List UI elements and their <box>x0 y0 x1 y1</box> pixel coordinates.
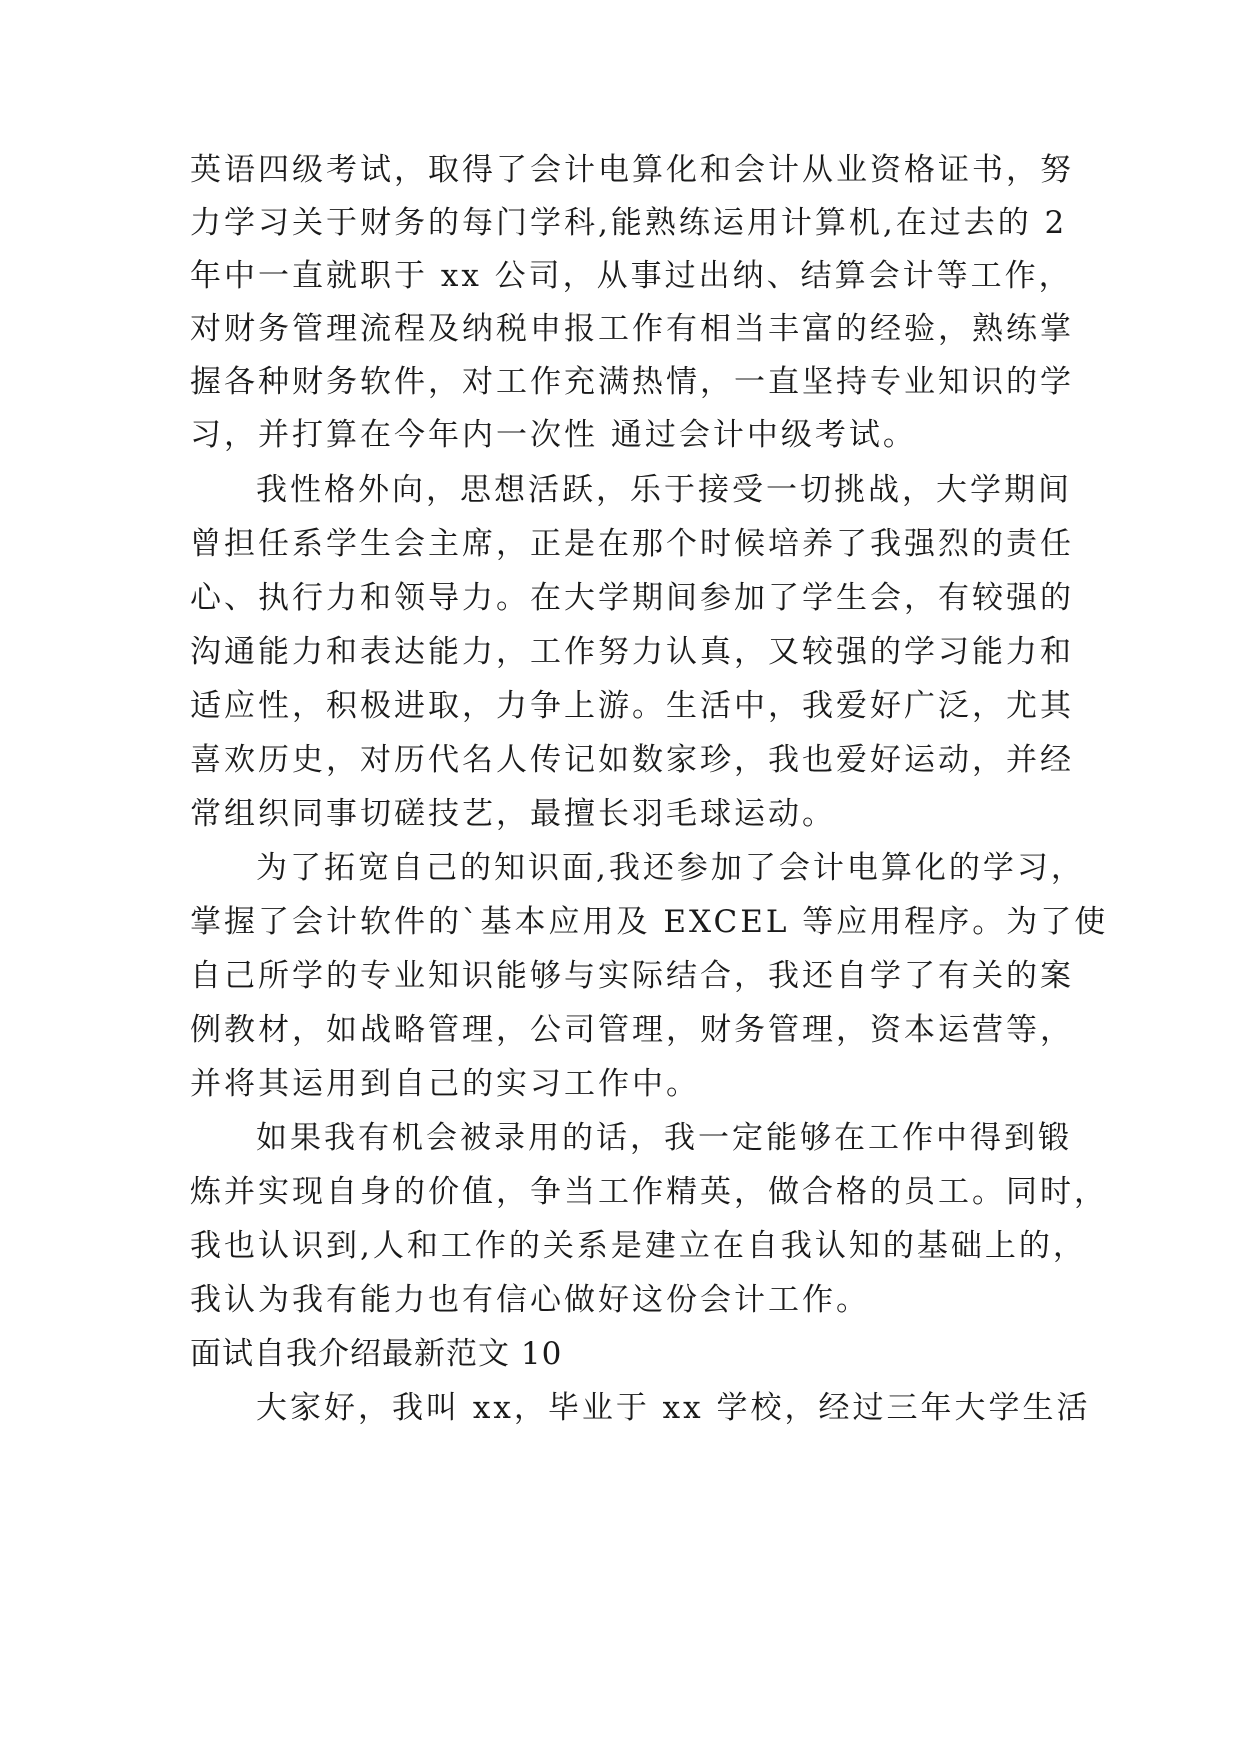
paragraph-1-line-2: 力学习关于财务的每门学科,能熟练运用计算机,在过去的 2 <box>190 205 1068 241</box>
paragraph-3-line-2: 掌握了会计软件的`基本应用及 EXCEL 等应用程序。为了使 <box>190 904 1109 940</box>
section-heading: 面试自我介绍最新范文 10 <box>190 1336 563 1372</box>
paragraph-1-line-5: 握各种财务软件，对工作充满热情，一直坚持专业知识的学 <box>190 364 1074 400</box>
paragraph-3-line-4: 例教材，如战略管理，公司管理，财务管理，资本运营等， <box>190 1012 1074 1048</box>
paragraph-2-line-6: 喜欢历史，对历代名人传记如数家珍，我也爱好运动，并经 <box>190 742 1074 778</box>
paragraph-4-line-1: 如果我有机会被录用的话，我一定能够在工作中得到锻 <box>256 1120 1072 1156</box>
paragraph-2-line-4: 沟通能力和表达能力，工作努力认真，又较强的学习能力和 <box>190 634 1074 670</box>
paragraph-4-line-4: 我认为我有能力也有信心做好这份会计工作。 <box>190 1282 870 1318</box>
paragraph-2-line-3: 心、执行力和领导力。在大学期间参加了学生会，有较强的 <box>190 580 1074 616</box>
paragraph-4-line-2: 炼并实现自身的价值，争当工作精英，做合格的员工。同时， <box>190 1174 1108 1210</box>
paragraph-3-line-3: 自己所学的专业知识能够与实际结合，我还自学了有关的案 <box>190 958 1074 994</box>
paragraph-1-line-4: 对财务管理流程及纳税申报工作有相当丰富的经验，熟练掌 <box>190 311 1074 347</box>
paragraph-1-line-1: 英语四级考试，取得了会计电算化和会计从业资格证书，努 <box>190 152 1074 188</box>
paragraph-2-line-1: 我性格外向，思想活跃，乐于接受一切挑战，大学期间 <box>256 472 1072 508</box>
paragraph-4-line-3: 我也认识到,人和工作的关系是建立在自我认知的基础上的， <box>190 1228 1087 1264</box>
paragraph-1-line-3: 年中一直就职于 xx 公司，从事过出纳、结算会计等工作， <box>190 258 1073 294</box>
paragraph-3-line-5: 并将其运用到自己的实习工作中。 <box>190 1066 700 1102</box>
paragraph-2-line-2: 曾担任系学生会主席，正是在那个时候培养了我强烈的责任 <box>190 526 1074 562</box>
paragraph-2-line-5: 适应性，积极进取，力争上游。生活中，我爱好广泛，尤其 <box>190 688 1074 724</box>
paragraph-3-line-1: 为了拓宽自己的知识面,我还参加了会计电算化的学习， <box>256 850 1085 886</box>
paragraph-2-line-7: 常组织同事切磋技艺，最擅长羽毛球运动。 <box>190 796 836 832</box>
paragraph-1-line-6: 习，并打算在今年内一次性 通过会计中级考试。 <box>190 417 917 453</box>
final-paragraph-line-1: 大家好，我叫 xx，毕业于 xx 学校，经过三年大学生活 <box>256 1390 1091 1426</box>
